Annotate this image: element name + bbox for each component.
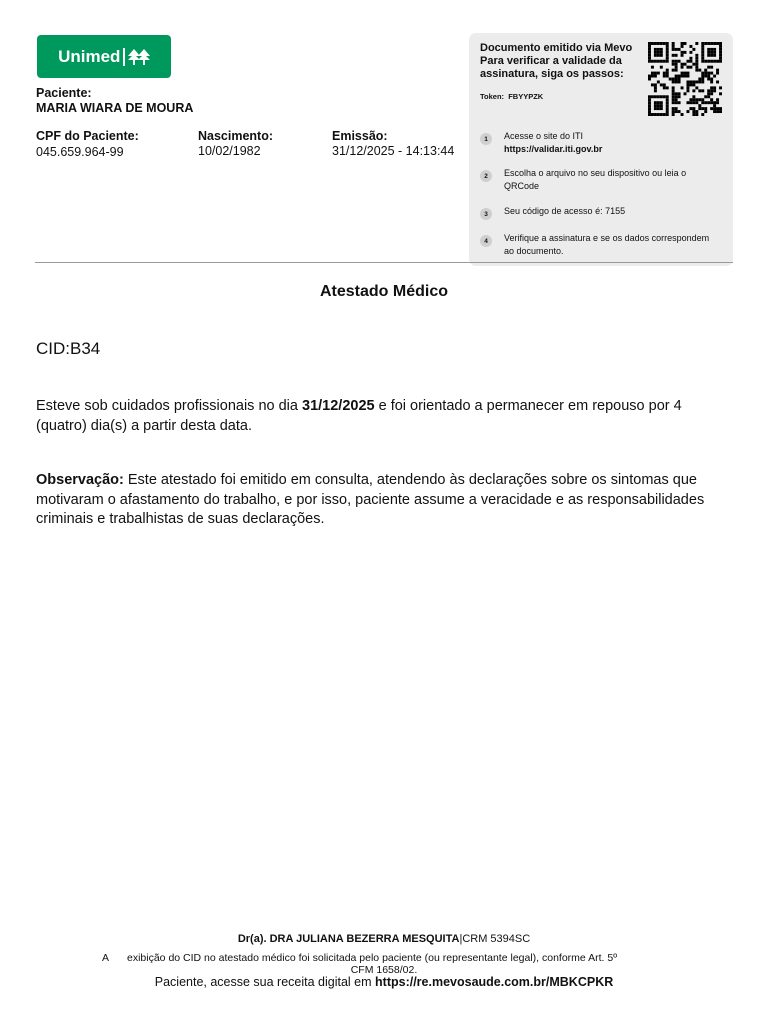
step-number: 4 bbox=[480, 235, 492, 247]
logo-text: Unimed bbox=[58, 46, 121, 66]
signature-separator: | bbox=[459, 933, 463, 945]
header-divider bbox=[35, 262, 733, 263]
verification-title-line1: Documento emitido via Mevo bbox=[480, 42, 633, 54]
cpf-value: 045.659.964-99 bbox=[36, 145, 124, 159]
cid-note-c: CFM 1658/02. bbox=[350, 964, 418, 976]
patient-name: MARIA WIARA DE MOURA bbox=[36, 101, 194, 115]
rest-text-start: Esteve sob cuidados profissionais no dia bbox=[36, 398, 302, 414]
verify-step-3 bbox=[480, 205, 720, 220]
receipt-line bbox=[0, 975, 768, 989]
iti-link[interactable]: https://validar.iti.gov.br bbox=[504, 143, 603, 154]
step-number: 3 bbox=[480, 208, 492, 220]
patient-label: Paciente: bbox=[36, 86, 92, 100]
unimed-tree-icon bbox=[128, 49, 150, 65]
cid-note-b: exibição do CID no atestado médico foi solicitada pelo paciente (ou representante legal), conforme Art. 5º bbox=[127, 952, 618, 964]
token-label: Token: bbox=[480, 92, 505, 101]
verification-title-line2: Para verificar a validade da bbox=[480, 55, 622, 67]
rest-paragraph bbox=[36, 397, 736, 436]
verify-step-1 bbox=[480, 130, 720, 155]
observation-paragraph bbox=[36, 471, 736, 530]
verification-title bbox=[480, 42, 632, 81]
doctor-crm: CRM 5394SC bbox=[462, 933, 531, 945]
unimed-logo bbox=[37, 35, 171, 78]
token-line bbox=[480, 92, 543, 101]
step-number: 2 bbox=[480, 170, 492, 182]
token-value: FBYYPZK bbox=[508, 92, 544, 101]
step-text: Verifique a assinatura e se os dados correspondem ao documento. bbox=[504, 233, 710, 256]
cpf-label: CPF do Paciente: bbox=[36, 129, 139, 143]
birth-value: 10/02/1982 bbox=[198, 144, 261, 158]
verification-title-line3: assinatura, siga os passos: bbox=[480, 68, 624, 80]
doctor-signature bbox=[0, 933, 768, 945]
receipt-text: Paciente, acesse sua receita digital em bbox=[154, 975, 376, 989]
verify-step-2 bbox=[480, 167, 720, 192]
qr-code-icon[interactable] bbox=[647, 42, 723, 116]
cid-code: CID:B34 bbox=[36, 339, 101, 358]
step-number: 1 bbox=[480, 133, 492, 145]
rest-text-end: e foi orientado a permanecer em repouso por 4 (quatro) dia(s) a partir desta data. bbox=[36, 398, 682, 434]
emission-value: 31/12/2025 - 14:13:44 bbox=[332, 144, 455, 158]
logo-divider bbox=[123, 48, 125, 66]
step-text: Escolha o arquivo no seu dispositivo ou leia o QRCode bbox=[504, 168, 687, 191]
emission-label: Emissão: bbox=[332, 129, 388, 143]
birth-label: Nascimento: bbox=[198, 129, 274, 143]
document-title: Atestado Médico bbox=[319, 283, 448, 300]
verify-step-4 bbox=[480, 232, 720, 257]
observation-text: Este atestado foi emitido em consulta, atendendo às declarações sobre os sintomas que motivaram o afastamento do trabalho, e por isso, paciente assume a veracidade e as responsabilidades criminais e trabalhistas de suas declarações. bbox=[36, 472, 705, 527]
observation-label: Observação: bbox=[36, 472, 124, 488]
doctor-name: Dr(a). DRA JULIANA BEZERRA MESQUITA bbox=[237, 933, 460, 945]
step-text: Seu código de acesso é: 7155 bbox=[504, 206, 626, 216]
cid-note-a: A bbox=[102, 952, 110, 964]
step-text: Acesse o site do ITI bbox=[504, 131, 584, 141]
rest-date: 31/12/2025 bbox=[302, 398, 375, 414]
receipt-link[interactable]: https://re.mevosaude.com.br/MBKCPKR bbox=[375, 975, 614, 989]
